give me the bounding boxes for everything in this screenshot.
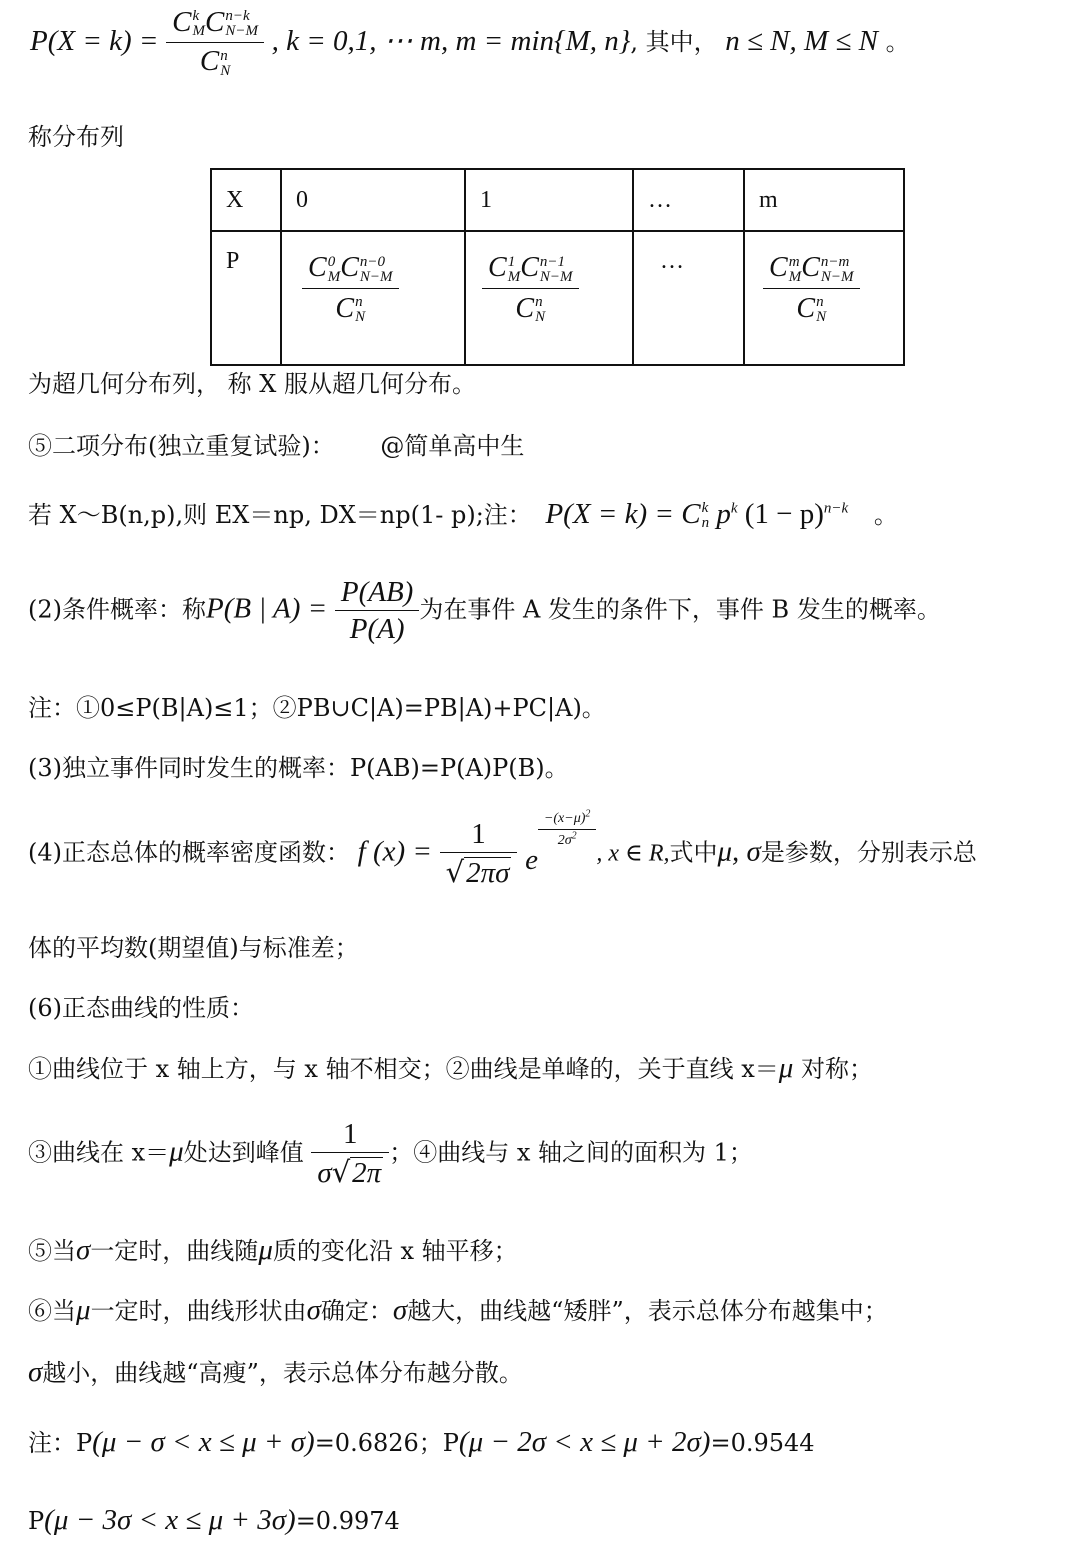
table-row	[211, 169, 904, 231]
header-m: m	[744, 169, 904, 231]
formula-range: , k = 0,1, ⋯ m, m = min{M, n}	[271, 24, 631, 57]
property-6: ⑥当μ一定时，曲线形状由σ确定：σ越大，曲线越“矮胖”，表示总体分布越集中；	[28, 1294, 888, 1326]
normal-density-cont: 体的平均数(期望值)与标准差；	[28, 934, 359, 962]
normal-density	[28, 808, 977, 889]
normal-exponent: $\frac{-(x-\mu)^2}{2\sigma^2}$	[538, 812, 596, 848]
formula-condition: n ≤ N, M ≤ N	[725, 24, 878, 57]
header-ellipsis: …	[633, 169, 744, 231]
cond-pre: (2)条件概率：称	[28, 595, 206, 624]
binomial-title-text: ⑤二项分布(独立重复试验)：	[28, 432, 335, 460]
header-1: 1	[465, 169, 633, 231]
header-0: 0	[281, 169, 465, 231]
table-cell: C 1 M C n−1 N−M C n N	[465, 231, 633, 365]
formula-fraction: C k M C n−k N−M C n N	[166, 8, 264, 79]
property-5: ⑤当σ一定时，曲线随μ质的变化沿 x 轴平移；	[28, 1234, 518, 1266]
p-label: P	[211, 231, 281, 365]
cond-post: 为在事件 A 发生的条件下，事件 B 发生的概率。	[419, 595, 941, 624]
table-cell: C m M C n−m N−M C n N	[744, 231, 904, 365]
binomial-line	[28, 500, 898, 531]
table-cell-ellipsis: …	[633, 231, 744, 365]
normal-fraction: $\frac{1}{√2\pi\sigma}$	[440, 820, 518, 888]
curve-properties-title: (6)正态曲线的性质：	[28, 994, 254, 1022]
binomial-text: 若 X～B(n,p),则 EX＝np, DX＝np(1- p);注：	[28, 501, 532, 529]
distribution-table	[210, 168, 905, 366]
hypergeometric-statement: 为超几何分布列， 称 X 服从超几何分布。	[28, 370, 476, 398]
normal-lhs: f (x) =	[357, 835, 432, 868]
property-6-cont: σ越小，曲线越“高瘦”，表示总体分布越分散。	[28, 1356, 523, 1388]
binomial-title	[28, 434, 524, 458]
note-two: 注：P(μ − σ < x ≤ μ + σ)=0.6826；P(μ − 2σ < x ≤ μ + 2σ)=0.9544	[28, 1426, 815, 1458]
header-x: X	[211, 169, 281, 231]
independent-events: (3)独立事件同时发生的概率：P(AB)=P(A)P(B)。	[28, 754, 569, 782]
normal-params: μ, σ	[717, 835, 761, 868]
formula-suffix: , 其中，	[630, 27, 718, 56]
hypergeometric-formula	[30, 8, 910, 79]
formula-lhs: P(X = k) =	[30, 24, 159, 57]
author-tag: @简单高中生	[380, 432, 525, 460]
binomial-end: 。	[873, 501, 898, 529]
normal-post: 式中	[669, 838, 718, 867]
note-three: P(μ − 3σ < x ≤ μ + 3σ)=0.9974	[28, 1504, 400, 1536]
property-1-2: ①曲线位于 x 轴上方，与 x 轴不相交；②曲线是单峰的，关于直线 x＝μ 对称；	[28, 1052, 873, 1084]
normal-post2: 是参数，分别表示总	[760, 838, 977, 867]
formula-end: 。	[877, 27, 910, 56]
table-cell: C 0 M C n−0 N−M C n N	[281, 231, 465, 365]
normal-e: e	[525, 843, 538, 876]
note-one: 注：①0≤P(B|A)≤1；②PB∪C|A)=PB|A)+PC|A)。	[28, 694, 606, 722]
conditional-probability	[28, 578, 941, 644]
cond-lhs: P(B | A) =	[206, 592, 328, 625]
normal-domain: , x ∈ R,	[596, 840, 670, 867]
distribution-label: 称分布列	[28, 123, 124, 151]
binomial-formula: P(X = k) = C k n $p^k$ $(1 - p)^{n-k}$	[545, 498, 849, 532]
table-row	[211, 231, 904, 365]
normal-pre: (4)正态总体的概率密度函数：	[28, 838, 350, 867]
cond-fraction: $\frac{P(AB)}{P(A)}$	[335, 578, 419, 644]
peak-fraction: $\frac{1}{\sigma√2\pi}$	[311, 1120, 389, 1188]
property-3-4: ③曲线在 x＝μ处达到峰值 $\frac{1}{\sigma√2\pi}$ ；④曲线与 x 轴之间的面积为 1；	[28, 1118, 753, 1189]
